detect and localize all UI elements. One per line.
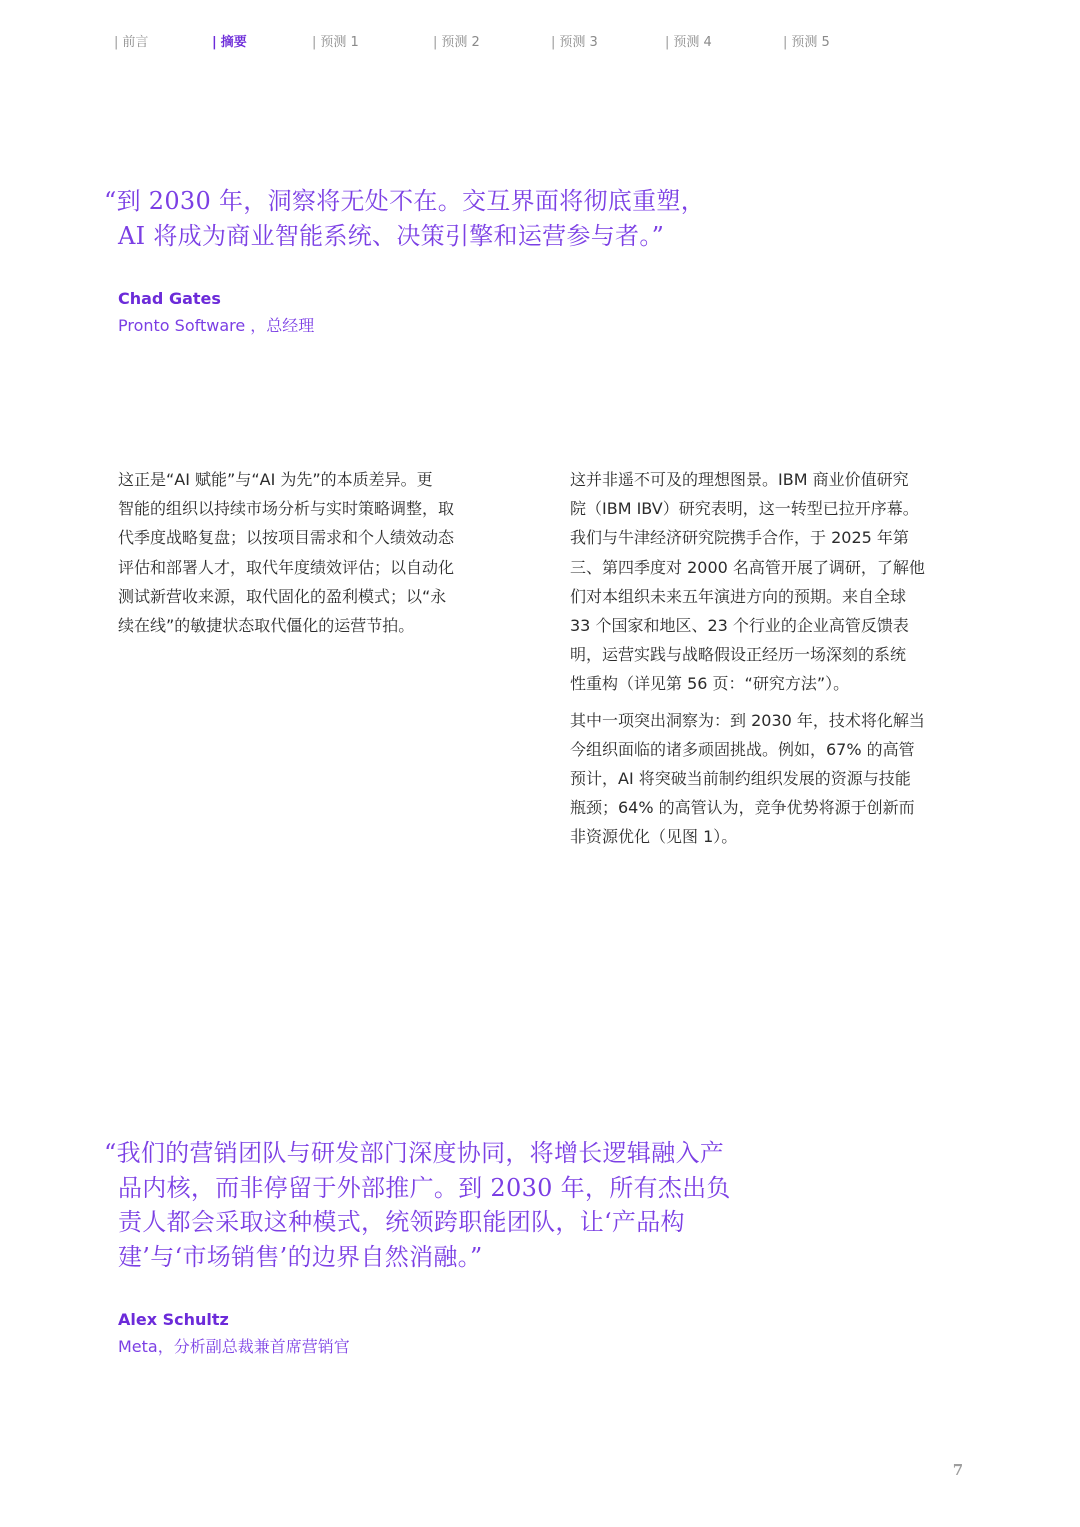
page-number: 7	[952, 1461, 964, 1479]
body-paragraph	[118, 465, 454, 640]
nav-item-label: 预测 1	[320, 35, 359, 50]
text-line: 三、第四季度对 2000 名高管开展了调研，了解他	[570, 557, 925, 577]
quote-1-author-role: Pronto Software ，总经理	[118, 316, 315, 335]
nav-item-prediction-1[interactable]	[312, 33, 359, 53]
text-line: 院（IBM IBV）研究表明，这一转型已拉开序幕。	[570, 499, 919, 519]
quote-2-author-role: Meta，分析副总裁兼首席营销官	[118, 1337, 350, 1356]
quote-line: “到 2030 年，洞察将无处不在。交互界面将彻底重塑，	[104, 187, 706, 215]
text-line: 预计，AI 将突破当前制约组织发展的资源与技能	[570, 769, 911, 789]
nav-item-label: 预测 4	[673, 35, 712, 50]
text-line: 33 个国家和地区、23 个行业的企业高管反馈表	[570, 616, 909, 636]
text-line: 非资源优化（见图 1）。	[570, 827, 738, 847]
text-line: 们对本组织未来五年演进方向的预期。来自全球	[570, 586, 907, 606]
nav-item-label: 预测 2	[441, 35, 480, 50]
nav-item-prediction-5[interactable]	[783, 33, 830, 53]
quote-line: 建’与‘市场销售’的边界自然消融。”	[118, 1242, 483, 1271]
text-line: 智能的组织以持续市场分析与实时策略调整，取	[118, 499, 455, 519]
text-line: 测试新营收来源，取代固化的盈利模式；以“永	[118, 586, 447, 606]
text-line: 明，运营实践与战略假设正经历一场深刻的系统	[570, 645, 907, 665]
nav-item-prediction-4[interactable]	[665, 33, 712, 53]
nav-item-preface[interactable]	[114, 33, 148, 53]
nav-item-summary[interactable]	[212, 33, 247, 53]
nav-item-label: 摘要	[220, 35, 247, 50]
body-column-right	[570, 465, 925, 852]
nav-divider: |	[665, 35, 670, 50]
text-line: 其中一项突出洞察为：到 2030 年，技术将化解当	[570, 710, 925, 730]
nav-divider: |	[433, 35, 438, 50]
nav-divider: |	[114, 35, 119, 50]
text-line: 这并非遥不可及的理想图景。IBM 商业价值研究	[570, 470, 909, 489]
section-nav	[0, 33, 1080, 53]
quote-line: AI 将成为商业智能系统、决策引擎和运营参与者。”	[118, 221, 665, 250]
pull-quote-1	[104, 184, 706, 253]
nav-item-prediction-3[interactable]	[551, 33, 598, 53]
quote-2-author: Alex Schultz	[118, 1310, 229, 1329]
body-paragraph	[570, 706, 925, 852]
nav-item-label: 预测 3	[559, 35, 598, 50]
quote-line: “我们的营销团队与研发部门深度协同，将增长逻辑融入产	[104, 1139, 725, 1167]
quote-1-author: Chad Gates	[118, 289, 221, 308]
text-line: 评估和部署人才，取代年度绩效评估；以自动化	[118, 557, 455, 577]
nav-divider: |	[551, 35, 556, 50]
text-line: 我们与牛津经济研究院携手合作，于 2025 年第	[570, 528, 909, 548]
text-line: 这正是“AI 赋能”与“AI 为先”的本质差异。更	[118, 470, 433, 489]
nav-divider: |	[312, 35, 317, 50]
text-line: 性重构（详见第 56 页：“研究方法”）。	[570, 674, 850, 694]
nav-item-label: 预测 5	[791, 35, 830, 50]
body-paragraph	[570, 465, 925, 699]
quote-line: 品内核，而非停留于外部推广。到 2030 年，所有杰出负	[118, 1173, 731, 1202]
body-column-left	[118, 465, 454, 640]
nav-divider: |	[212, 35, 217, 50]
text-line: 今组织面临的诸多顽固挑战。例如，67% 的高管	[570, 739, 915, 759]
text-line: 代季度战略复盘；以按项目需求和个人绩效动态	[118, 528, 455, 548]
text-line: 瓶颈；64% 的高管认为，竞争优势将源于创新而	[570, 798, 915, 818]
nav-item-prediction-2[interactable]	[433, 33, 480, 53]
nav-divider: |	[783, 35, 788, 50]
quote-line: 责人都会采取这种模式，统领跨职能团队，让‘产品构	[118, 1208, 685, 1236]
nav-item-label: 前言	[122, 35, 149, 50]
text-line: 续在线”的敏捷状态取代僵化的运营节拍。	[118, 616, 415, 636]
pull-quote-2	[104, 1136, 731, 1274]
